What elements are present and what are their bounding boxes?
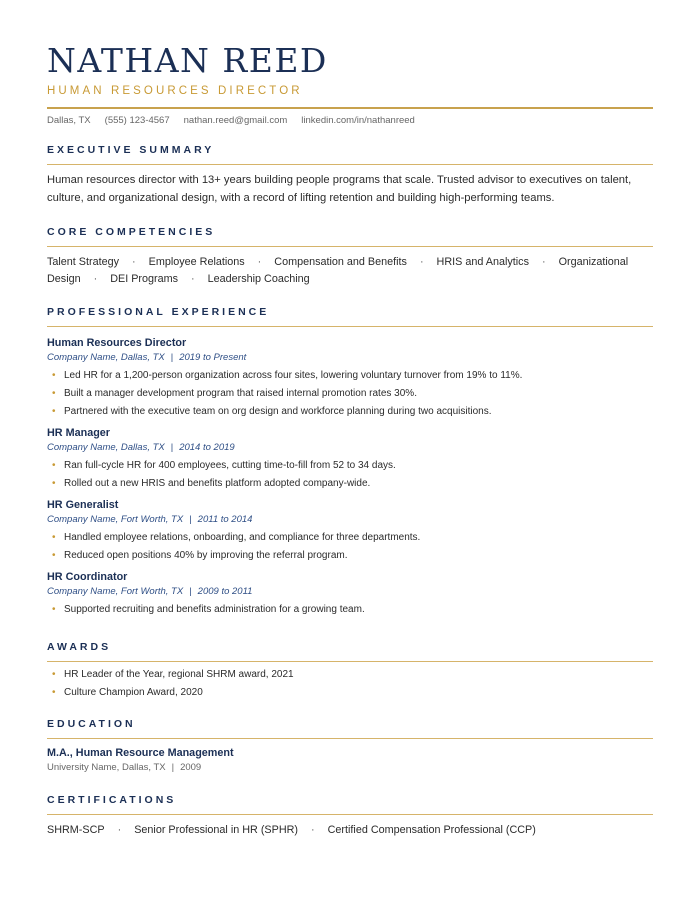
competency-item: Compensation and Benefits <box>274 256 407 268</box>
job-dates: 2011 to 2014 <box>197 514 253 525</box>
section-divider <box>47 738 653 739</box>
competency-item: Organizational Design <box>47 256 629 285</box>
summary-heading: EXECUTIVE SUMMARY <box>47 144 215 156</box>
job-entry <box>47 498 653 565</box>
certifications-list: SHRM-SCP · Senior Professional in HR (SPHR) · Certified Compensation Professional (CCP) <box>47 824 536 836</box>
competency-item: Employee Relations <box>148 256 245 268</box>
contact-line <box>47 115 653 127</box>
contact-phone: (555) 123-4567 <box>104 114 170 126</box>
competency-item: Leadership Coaching <box>207 272 310 285</box>
awards-heading: AWARDS <box>47 641 112 653</box>
education-school: University Name, Dallas, TX <box>47 762 166 773</box>
summary-section <box>47 144 653 207</box>
job-company: Company Name, Fort Worth, TX <box>47 586 184 597</box>
job-meta: Company Name, Fort Worth, TX | 2011 to 2014 <box>47 514 253 525</box>
job-title: Human Resources Director <box>47 337 187 349</box>
award-item: • Culture Champion Award, 2020 <box>47 684 653 702</box>
certifications-section <box>47 794 653 837</box>
job-bullet: • Rolled out a new HRIS and benefits platform adopted company-wide. <box>47 475 653 493</box>
summary-text: Human resources director with 13+ years building people programs that scale. Trusted advisor to executives on talent, culture, and organizational design, with a record of lifting retention and building high-performing teams. <box>47 174 632 204</box>
job-bullets <box>47 457 653 493</box>
job-title: HR Generalist <box>47 499 119 511</box>
section-divider <box>47 814 653 815</box>
job-company: Company Name, Dallas, TX <box>47 352 165 363</box>
award-item: • HR Leader of the Year, regional SHRM award, 2021 <box>47 666 653 684</box>
job-company: Company Name, Fort Worth, TX <box>47 514 184 525</box>
job-bullet: • Reduced open positions 40% by improving the referral program. <box>47 547 653 565</box>
job-bullet: • Supported recruiting and benefits administration for a growing team. <box>47 601 653 619</box>
education-heading: EDUCATION <box>47 718 136 730</box>
section-divider <box>47 326 653 327</box>
job-bullet: • Ran full-cycle HR for 400 employees, cutting time-to-fill from 52 to 34 days. <box>47 457 653 475</box>
job-meta: Company Name, Dallas, TX | 2014 to 2019 <box>47 442 235 453</box>
competencies-list: Talent Strategy · Employee Relations · Compensation and Benefits · HRIS and Analytics · Organizational Design · DEI Programs · Leadership Coaching <box>47 256 629 285</box>
competencies-section <box>47 226 653 287</box>
candidate-name: NATHAN REED <box>47 41 328 80</box>
competencies-heading: CORE COMPETENCIES <box>47 226 216 238</box>
candidate-title: HUMAN RESOURCES DIRECTOR <box>47 85 303 97</box>
competency-item: HRIS and Analytics <box>436 256 529 268</box>
education-degree: M.A., Human Resource Management <box>47 747 234 759</box>
competency-item: DEI Programs <box>110 272 179 285</box>
experience-heading: PROFESSIONAL EXPERIENCE <box>47 306 270 318</box>
job-bullets <box>47 601 653 619</box>
job-bullet: • Handled employee relations, onboarding, and compliance for three departments. <box>47 529 653 547</box>
job-entry <box>47 336 653 421</box>
certification-item: Senior Professional in HR (SPHR) <box>134 824 299 836</box>
education-meta: University Name, Dallas, TX | 2009 <box>47 762 202 773</box>
awards-section <box>47 641 653 702</box>
certification-item: SHRM-SCP <box>47 824 105 836</box>
contact-location: Dallas, TX <box>47 114 91 126</box>
job-title: HR Coordinator <box>47 571 128 583</box>
education-year: 2009 <box>180 762 202 773</box>
education-entry <box>47 746 653 774</box>
job-title: HR Manager <box>47 427 110 439</box>
job-dates: 2019 to Present <box>179 352 247 363</box>
section-divider <box>47 164 653 165</box>
experience-section <box>47 306 653 619</box>
job-meta: Company Name, Dallas, TX | 2019 to Present <box>47 352 247 363</box>
job-bullet: • Built a manager development program that raised internal promotion rates 30%. <box>47 385 653 403</box>
job-bullets <box>47 367 653 421</box>
header-divider <box>47 107 653 109</box>
job-bullet: • Led HR for a 1,200-person organization across four sites, lowering voluntary turnover from 19% to 11%. <box>47 367 653 385</box>
job-dates: 2009 to 2011 <box>197 586 253 597</box>
section-divider <box>47 246 653 247</box>
job-bullets <box>47 529 653 565</box>
job-entry <box>47 570 653 619</box>
certifications-heading: CERTIFICATIONS <box>47 794 177 806</box>
job-entry <box>47 426 653 493</box>
education-section <box>47 718 653 774</box>
competency-item: Talent Strategy <box>47 256 120 268</box>
contact-linkedin[interactable]: linkedin.com/in/nathanreed <box>301 114 415 126</box>
certification-item: Certified Compensation Professional (CCP) <box>327 824 536 836</box>
contact-email[interactable]: nathan.reed@gmail.com <box>183 114 288 126</box>
awards-list <box>47 666 653 702</box>
section-divider <box>47 661 653 662</box>
job-company: Company Name, Dallas, TX <box>47 442 165 453</box>
job-dates: 2014 to 2019 <box>179 442 235 453</box>
job-bullet: • Partnered with the executive team on org design and workforce planning during two acquisitions. <box>47 403 653 421</box>
job-meta: Company Name, Fort Worth, TX | 2009 to 2011 <box>47 586 253 597</box>
